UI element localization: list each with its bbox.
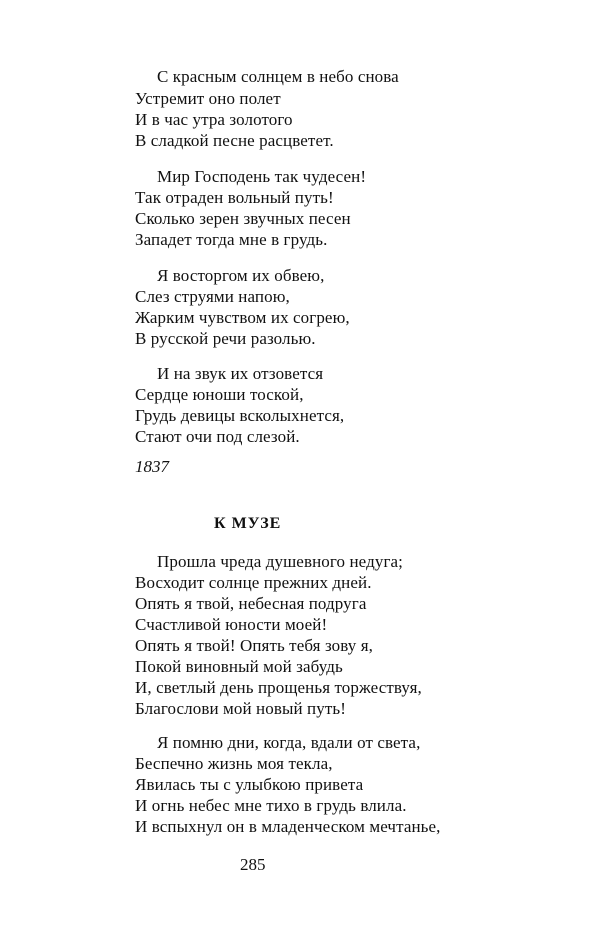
poem-line: Благослови мой новый путь! <box>135 699 346 718</box>
poem-line: Восходит солнце прежних дней. <box>135 573 372 592</box>
poem-line: Сердце юноши тоской, <box>135 385 304 404</box>
poem-line: И в час утра золотого <box>135 110 293 129</box>
poem-line: Явилась ты с улыбкою привета <box>135 775 364 794</box>
poem-line: Счастливой юности моей! <box>135 615 328 634</box>
poem-line: Устремит оно полет <box>135 89 281 108</box>
poem-line: И на звук их отзовется <box>157 364 324 383</box>
poem-line: Беспечно жизнь моя текла, <box>135 754 333 773</box>
poem-title: К МУЗЕ <box>214 515 282 532</box>
page-number: 285 <box>240 855 266 874</box>
poem-line: Прошла чреда душевного недуга; <box>157 552 403 571</box>
poem-line: Западет тогда мне в грудь. <box>135 230 328 249</box>
poem-line: Мир Господень так чудесен! <box>157 167 367 186</box>
poem-line: Покой виновный мой забудь <box>135 657 343 676</box>
poem-line: И огнь небес мне тихо в грудь влила. <box>135 796 407 815</box>
poem-date: 1837 <box>135 457 169 476</box>
poem-line: В сладкой песне расцветет. <box>135 131 334 150</box>
poem-line: Сколько зерен звучных песен <box>135 209 351 228</box>
poem-line: С красным солнцем в небо снова <box>157 67 399 86</box>
poem-line: Слез струями напою, <box>135 287 290 306</box>
poem-line: Так отраден вольный путь! <box>135 188 334 207</box>
poem-line: Жарким чувством их согрею, <box>135 308 350 327</box>
poem-line: Грудь девицы всколыхнется, <box>135 406 345 425</box>
poem-line: Опять я твой! Опять тебя зову я, <box>135 636 374 655</box>
poem-line: Я восторгом их обвею, <box>157 266 325 285</box>
poem-line: И вспыхнул он в младенческом мечтанье, <box>135 817 441 836</box>
poem-line: Опять я твой, небесная подруга <box>135 594 367 613</box>
poem-line: И, светлый день прощенья торжествуя, <box>135 678 422 697</box>
poem-line: Я помню дни, когда, вдали от света, <box>157 733 421 752</box>
poem-line: В русской речи разолью. <box>135 329 316 348</box>
poem-line: Стают очи под слезой. <box>135 427 300 446</box>
